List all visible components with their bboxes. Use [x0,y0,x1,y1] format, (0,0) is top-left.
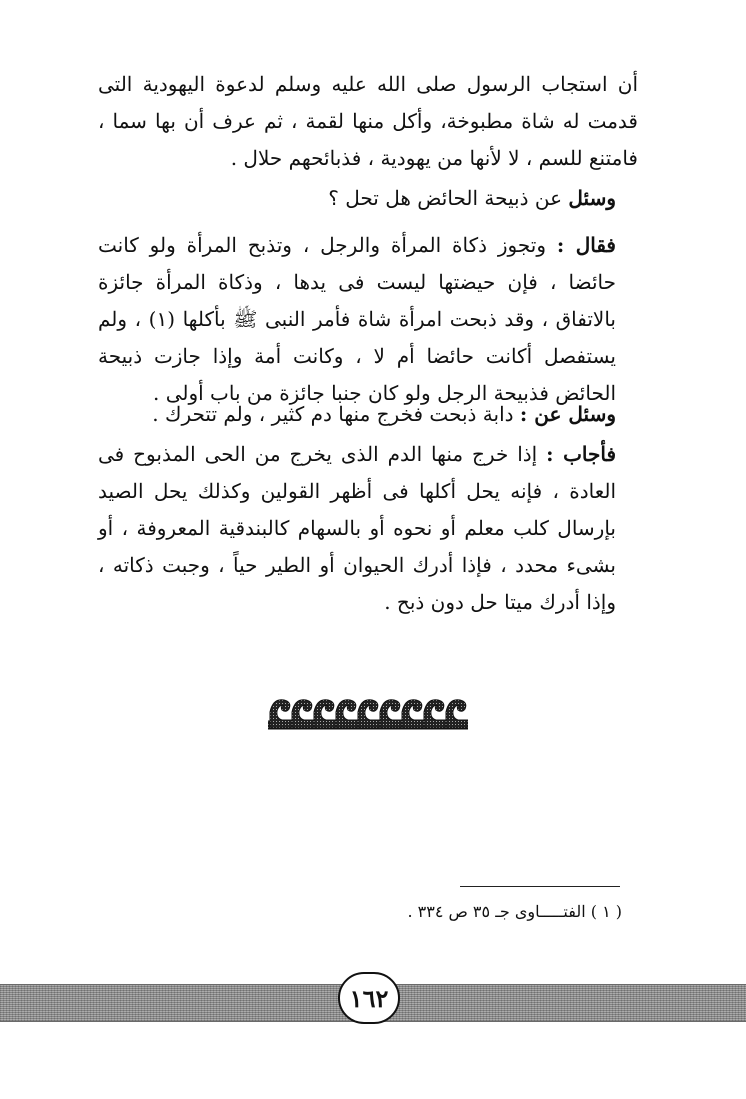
paragraph-text: أن استجاب الرسول صلى الله عليه وسلم لدعوة اليهودية التى قدمت له شاة مطبوخة، وأكل منها لقمة ، ثم عرف أن بها سما ، فامتنع للسم ، لا لأنها من يهودية ، فذبائحهم حلال . [98,72,638,170]
question-lead-2: وسئل عن : [519,402,616,426]
footnote-separator [460,886,620,887]
answer-text: وتجوز ذكاة المرأة والرجل ، وتذبح المرأة ولو كانت حائضا ، فإن حيضتها ليست فى يدها ، وذكاة المرأة جائزة بالاتفاق ، وقد ذبحت امرأة شاة فأمر النبى ﷺ بأكلها (١) ، ولم يستفصل أكانت حائضا أم لا ، وكانت أمة وإذا جازت ذبيحة الحائض فذبيحة الرجل ولو كان جنبا جائزة من باب أولى . [98,233,616,405]
answer-text-2: إذا خرج منها الدم الذى يخرج من الحى المذبوح فى العادة ، فإنه يحل أكلها فى أظهر القولين وكذلك يحل الصيد بإرسال كلب معلم أو نحوه أو بالسهام كالبندقية المعروفة ، أو بشىء محدد ، فإذا أدرك الحيوان أو الطير حياً ، وجبت ذكاته ، وإذا أدرك ميتا حل دون ذبح . [98,442,616,614]
answer-lead: فقال : [556,233,616,257]
question-heading [98,180,638,217]
question-text: عن ذبيحة الحائض هل تحل ؟ [328,186,563,210]
answer-lead-2: فأجاب : [546,442,617,466]
answer-paragraph [98,227,638,412]
question-heading-2 [98,396,638,433]
page-number: ١٦٢ [338,972,400,1024]
question-lead: وسئل [568,186,616,210]
answer-paragraph-2 [98,436,638,621]
section-divider-ornament [268,694,468,730]
paragraph-continuation [98,66,638,177]
question-text-2: دابة ذبحت فخرج منها دم كثير ، ولم تتحرك . [152,402,514,426]
footnote: ( ١ ) الفتـــــاوى جـ ٣٥ ص ٣٣٤ . [407,902,622,921]
